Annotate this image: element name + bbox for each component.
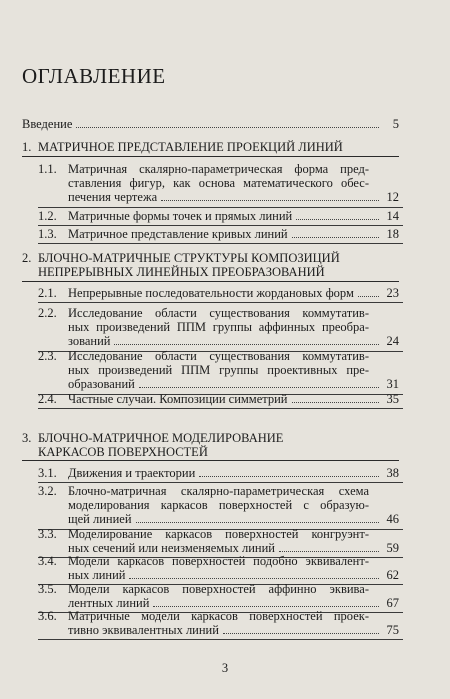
toc-leader-line [68, 227, 399, 241]
toc-entry-line: Матричные модели каркасов поверхностей проек- [68, 609, 369, 623]
toc-entry-line: лентных линий [68, 596, 150, 611]
entry-rule [38, 302, 403, 303]
leader-dots [279, 551, 379, 552]
toc-leader-line [68, 286, 399, 300]
entry-rule [38, 408, 403, 409]
toc-leader-line [68, 568, 399, 582]
toc-entry [68, 554, 399, 582]
toc-entry [68, 209, 399, 223]
section-title-line: БЛОЧНО-МАТРИЧНОЕ МОДЕЛИРОВАНИЕ [38, 431, 284, 445]
toc-entry-line: щей линией [68, 512, 132, 527]
toc-entry-line: Блочно-матричная скалярно-параметрическая схема [68, 484, 369, 498]
section-title-line: КАРКАСОВ ПОВЕРХНОСТЕЙ [38, 445, 208, 459]
toc-entry-number: 3.3. [38, 527, 57, 541]
toc-page-number: 67 [386, 596, 399, 611]
toc-entry [68, 527, 399, 555]
toc-entry-line: Модели каркасов поверхностей подобно эквивалент- [68, 554, 369, 568]
section-title [38, 140, 343, 154]
section-title [38, 431, 283, 459]
toc-entry-line: Непрерывные последовательности жордановых форм [68, 286, 354, 300]
toc-entry-number: 3.1. [38, 466, 57, 480]
leader-dots [358, 296, 379, 297]
toc-page-number: 31 [386, 377, 399, 392]
page-number: 3 [221, 661, 229, 675]
toc-page-number: 24 [386, 334, 399, 349]
toc-leader-line [68, 512, 399, 526]
toc-entry [68, 349, 399, 392]
toc-leader-line [68, 209, 399, 223]
toc-entry-line: ных линий [68, 568, 126, 583]
toc-page-number: 14 [386, 209, 399, 223]
toc-entry-line: ных произведений ППМ группы проективных пре- [68, 363, 369, 378]
toc-entry-line: моделирования каркасов поверхностей с образую- [68, 498, 369, 513]
entry-rule [38, 207, 403, 208]
toc-entry-line: Движения и траектории [68, 466, 196, 480]
toc-leader-line [22, 117, 399, 131]
toc-entry-line: Моделирование каркасов поверхностей конгруэнт- [68, 527, 369, 541]
toc-entry [68, 162, 399, 205]
toc-entry-line: ных произведений ППМ группы аффинных преобра- [68, 320, 369, 335]
toc-page-number: 62 [386, 568, 399, 583]
section-number: 2. [22, 251, 32, 265]
toc-entry-intro [22, 117, 399, 131]
toc-entry-line: Матричная скалярно-параметрическая форма пред- [68, 162, 369, 176]
toc-entry-line: Частные случаи. Композиции симметрий [68, 392, 288, 406]
toc-entry-number: 3.2. [38, 484, 57, 498]
toc-section-heading [22, 251, 340, 279]
toc-section-heading [22, 431, 283, 459]
toc-entry-line: Модели каркасов поверхностей аффинно эквива- [68, 582, 369, 596]
toc-entry-number: 3.6. [38, 609, 57, 623]
leader-dots [139, 387, 379, 388]
toc-leader-line [68, 392, 399, 406]
toc-entry-line: зований [68, 334, 111, 349]
toc-entry-line: Матричные формы точек и прямых линий [68, 209, 293, 223]
toc-entry-line: Исследование области существования коммутатив- [68, 349, 369, 363]
bleed-through-text [262, 69, 432, 104]
toc-entry-number: 3.5. [38, 582, 57, 596]
toc-entry [68, 227, 399, 241]
toc-entry [68, 306, 399, 349]
toc-entry-title: Введение [22, 117, 73, 131]
toc-page-number: 75 [386, 623, 399, 638]
toc-leader-line [68, 466, 399, 480]
toc-leader-line [68, 623, 399, 637]
toc-page-number: 38 [386, 466, 399, 480]
leader-dots [114, 344, 379, 345]
toc-leader-line [68, 377, 399, 391]
leader-dots [76, 127, 379, 128]
toc-heading: ОГЛАВЛЕНИЕ [22, 64, 166, 88]
entry-rule [38, 243, 403, 244]
section-title-line: МАТРИЧНОЕ ПРЕДСТАВЛЕНИЕ ПРОЕКЦИЙ ЛИНИЙ [38, 140, 343, 154]
toc-page-number: 35 [386, 392, 399, 406]
toc-entry [68, 392, 399, 406]
toc-entry-line: ных сечений или неизменяемых линий [68, 541, 275, 556]
toc-section-heading [22, 140, 343, 154]
section-title-line: НЕПРЕРЫВНЫХ ЛИНЕЙНЫХ ПРЕОБРАЗОВАНИЙ [38, 265, 325, 279]
toc-entry-number: 3.4. [38, 554, 57, 568]
toc-entry-number: 1.1. [38, 162, 57, 176]
toc-page-number: 18 [386, 227, 399, 241]
leader-dots [161, 200, 379, 201]
toc-page-number: 59 [386, 541, 399, 556]
toc-entry-number: 2.3. [38, 349, 57, 363]
leader-dots [136, 522, 379, 523]
toc-page-number: 5 [392, 117, 399, 131]
toc-page-number: 23 [386, 286, 399, 300]
leader-dots [223, 633, 379, 634]
toc-entry-line: тивно эквивалентных линий [68, 623, 219, 638]
toc-page-number: 46 [386, 512, 399, 527]
toc-entry-line: Матричное представление кривых линий [68, 227, 288, 241]
section-title [38, 251, 340, 279]
section-title-line: БЛОЧНО-МАТРИЧНЫЕ СТРУКТУРЫ КОМПОЗИЦИЙ [38, 251, 340, 265]
toc-entry [68, 466, 399, 480]
toc-entry [68, 609, 399, 637]
toc-entry-line: ставления фигур, как основа математического обес- [68, 176, 369, 191]
section-rule [22, 460, 399, 461]
leader-dots [296, 219, 379, 220]
section-number: 3. [22, 431, 32, 445]
leader-dots [199, 476, 379, 477]
toc-leader-line [68, 190, 399, 204]
toc-entry-number: 2.1. [38, 286, 57, 300]
toc-entry-number: 1.2. [38, 209, 57, 223]
section-rule [22, 281, 399, 282]
toc-page-number: 12 [386, 190, 399, 205]
toc-entry-line: Исследование области существования коммутатив- [68, 306, 369, 320]
toc-entry-line: печения чертежа [68, 190, 158, 205]
toc-entry-number: 1.3. [38, 227, 57, 241]
toc-entry-line: образований [68, 377, 135, 392]
leader-dots [292, 237, 379, 238]
section-number: 1. [22, 140, 32, 154]
leader-dots [129, 578, 379, 579]
toc-entry-number: 2.2. [38, 306, 57, 320]
toc-leader-line [68, 334, 399, 348]
toc-entry [68, 286, 399, 300]
leader-dots [153, 606, 379, 607]
section-rule [22, 156, 399, 157]
toc-entry-number: 2.4. [38, 392, 57, 406]
entry-rule [38, 639, 403, 640]
toc-entry [68, 484, 399, 527]
toc-entry [68, 582, 399, 610]
leader-dots [292, 402, 379, 403]
